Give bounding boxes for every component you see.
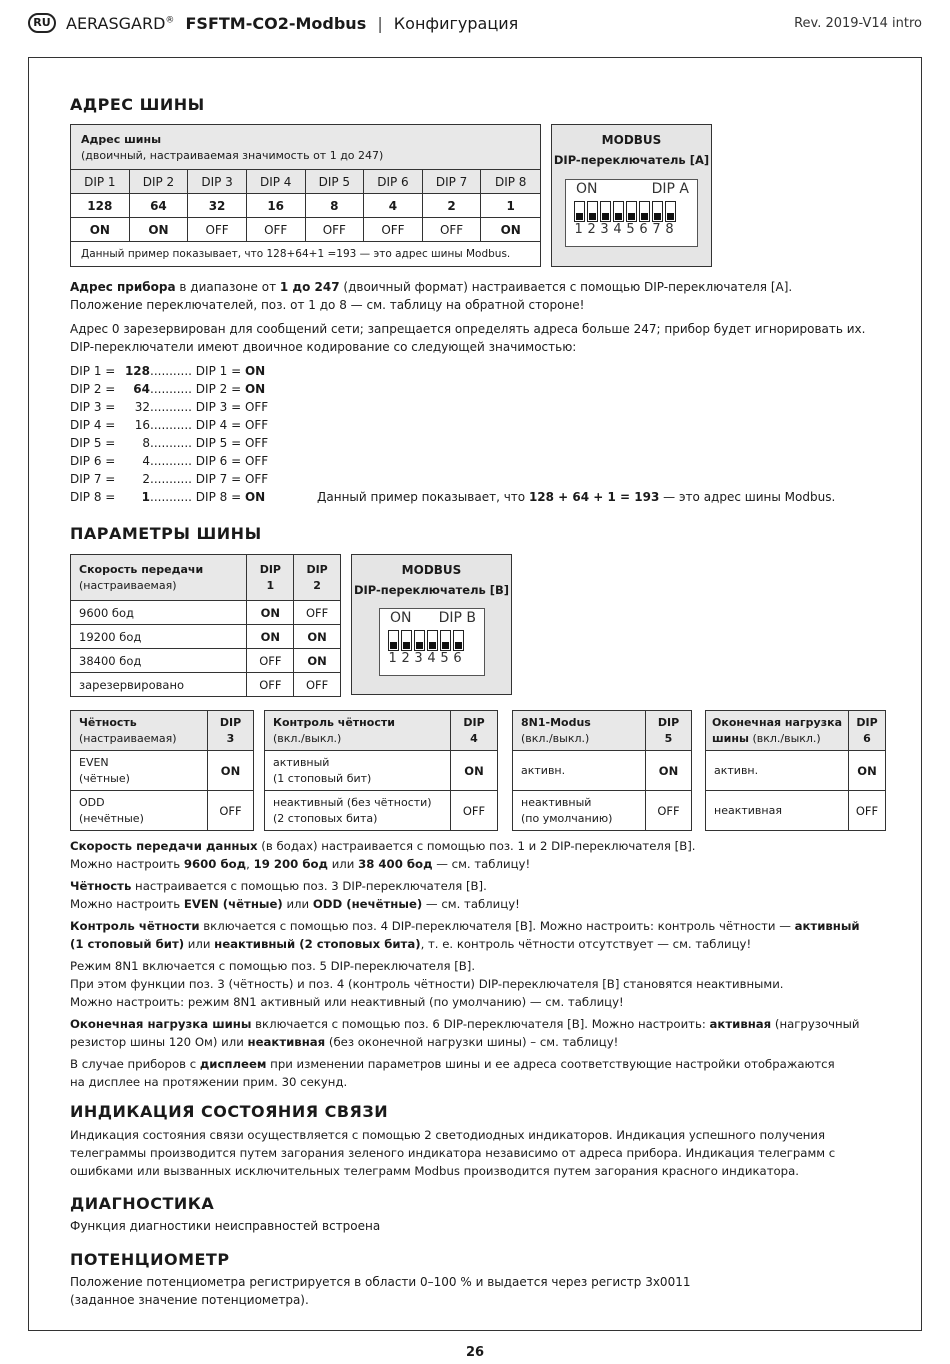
text: Адрес 0 зарезервирован для сообщений сети; запрещается определять адреса больше 247; прибор будет игнорировать их. [70,322,866,336]
parity-even [71,751,208,791]
dip-state: ON [244,364,266,378]
dip-state-cell: ON [294,649,341,673]
address-table-header [71,125,540,170]
text: при изменении параметров шины и ее адреса соответствующие настройки отображаются [266,1057,835,1071]
text: Режим 8N1 включается с помощью поз. 5 DIP-переключателя [B]. [70,959,476,973]
dip-value-cell: 16 [247,194,306,218]
dip-state-cell: OFF [247,649,294,673]
dip-state: OFF [244,400,269,414]
state-cell: OFF [849,791,886,831]
dip2-header [294,555,341,601]
dip-switch-b [379,608,485,676]
parity-odd [71,791,208,831]
switch-number: 8 [665,222,674,237]
state-cell: OFF [208,791,254,831]
switch-lever [414,630,425,651]
dip-state: OFF [244,472,269,486]
dip-state-label: DIP 1 = [191,364,245,378]
text: или [328,857,359,871]
bold-text: 9600 бод [183,857,247,871]
dip-header [208,711,254,751]
switch-lever [453,630,464,651]
parity-table [70,710,254,831]
baud-label: зарезервировано [71,673,247,697]
baud-row [71,625,341,649]
text: Можно настроить [70,897,184,911]
dip-state-cell: ON [247,625,294,649]
dip-header-cell: DIP 3 [188,170,247,194]
bold-text: Скорость передачи данных [70,839,258,853]
text: (без оконечной нагрузки шины) – см. таблицу! [325,1035,619,1049]
bold-text: 1 до 247 [279,280,340,294]
baud-header [71,555,247,601]
section-name: Конфигурация [393,14,519,33]
title: 8N1-Modus [521,715,591,729]
dip-label: DIP [219,715,242,729]
switch-number: 7 [652,222,661,237]
dip-value-cell: 8 [306,194,365,218]
dip-weight: 8 [142,436,150,450]
text: EVEN [79,755,109,769]
text: телеграммы производится путем загорания зеленого индикатора независимо от адреса прибора. Индикация телеграмм с [70,1146,836,1160]
dip-list-row [70,362,268,380]
dip-list-row [70,380,268,398]
bold-text: Оконечная нагрузка шины [70,1017,252,1031]
text: ошибками или вызванных исключительных телеграмм Modbus производится путем загорания красного индикатора. [70,1164,799,1178]
dip-state-cell: ON [71,218,130,242]
dip-weight: 64 [133,382,150,396]
bold-text: EVEN (чётные) [183,897,283,911]
parity-control-table [264,710,498,831]
address-paragraph-2 [70,320,865,356]
text: настраивается с помощью поз. 3 DIP-переключателя [B]. [131,879,487,893]
baud-subtitle: (настраиваемая) [79,578,177,592]
switch-levers [574,201,676,222]
switch-number: 3 [414,651,423,666]
dip-dots: ........... [150,382,192,396]
dip-state-cell: OFF [294,673,341,697]
diagnostics-text: Функция диагностики неисправностей встроена [70,1219,381,1233]
dip-label: DIP [463,715,485,729]
dip-value-cell: 32 [188,194,247,218]
switch-on-label: ON [390,610,412,626]
text: — см. таблицу! [432,857,531,871]
text: включается с помощью поз. 4 DIP-переключателя [B]. Можно настроить: контроль чётности — [199,919,795,933]
switch-lever [600,201,611,222]
dip-header-cell: DIP 5 [306,170,365,194]
dip-state-label: DIP 6 = [191,454,245,468]
text: (2 стоповых бита) [273,811,378,825]
dip-name: DIP 6 = [70,454,116,468]
dip-header [849,711,886,751]
dip-state-label: DIP 3 = [191,400,245,414]
dip-header-cell: DIP 2 [130,170,189,194]
switch-labels [390,610,476,626]
switch-number: 2 [401,651,410,666]
dip-weight: 1 [141,490,150,504]
term-active: активн. [706,751,849,791]
dip-header-cell: DIP 1 [71,170,130,194]
dip-dots: ........... [150,472,192,486]
text: ODD [79,795,105,809]
switch-levers [388,630,464,651]
dip-state-cell: OFF [306,218,365,242]
switch-numbers [573,222,675,237]
heading-bus-address: АДРЕС ШИНЫ [70,95,205,114]
switch-lever [574,201,585,222]
baud-row [71,601,341,625]
dip-state-label: DIP 5 = [191,436,245,450]
dip-name: DIP 3 = [70,400,116,414]
text: Можно настроить [70,857,184,871]
switch-number: 4 [613,222,622,237]
text: (нагрузочный [771,1017,860,1031]
text: — см. таблицу! [422,897,520,911]
subtitle: (вкл./выкл.) [521,731,590,745]
switch-box-subtitle: DIP-переключатель [B] [353,583,510,597]
baud-title: Скорость передачи [79,562,204,576]
switch-box-subtitle: DIP-переключатель [A] [553,153,710,167]
switch-lever [626,201,637,222]
dip-label: DIP [856,715,878,729]
dip-state-cell: ON [294,625,341,649]
dip-list-row [70,470,268,488]
bold-text: Чётность [70,879,132,893]
text: Положение потенциометра регистрируется в области 0–100 % и выдается через регистр 3x0011 [70,1275,691,1289]
dip-dots: ........... [150,436,192,450]
parity-ctrl-active [265,751,451,791]
text: (чётные) [79,771,130,785]
switch-number: 6 [639,222,648,237]
text: (заданное значение потенциометра). [70,1293,309,1307]
switch-lever [587,201,598,222]
text: Индикация состояния связи осуществляется с помощью 2 светодиодных индикаторов. Индикация успешного получения [70,1128,826,1142]
dip-state: OFF [244,436,269,450]
subtitle: (настраиваемая) [79,731,177,745]
dip-name: DIP 8 = [70,490,116,504]
bold-text: активная [709,1017,772,1031]
dip-state-cell: ON [247,601,294,625]
bold-text: Адрес прибора [70,280,176,294]
dip-label: DIP [259,562,281,576]
baud-label: 9600 бод [71,601,247,625]
switch-number: 3 [600,222,609,237]
dip-state-cell: ON [130,218,189,242]
switch-number: 6 [453,651,462,666]
bold-text: 128 + 64 + 1 = 193 [528,490,660,504]
text: Положение переключателей, поз. от 1 до 8 — см. таблицу на обратной стороне! [70,298,585,312]
dip-name: DIP 1 = [70,364,116,378]
text: включается с помощью поз. 6 DIP-переключателя [B]. Можно настроить: [251,1017,710,1031]
brand-name: AERASGARD [66,14,166,33]
dip-state: ON [244,382,266,396]
title: шины [712,731,749,745]
mode-8n1-table [512,710,692,831]
switch-lever [613,201,624,222]
bold-text: (1 стоповый бит) [70,937,185,951]
switch-labels [576,181,689,197]
switch-number: 5 [626,222,635,237]
dip-dots: ........... [150,418,192,432]
text: неактивный (без чётности) [273,795,432,809]
switch-number: 4 [427,651,436,666]
dip-weight: 128 [124,364,150,378]
heading-comm-status: ИНДИКАЦИЯ СОСТОЯНИЯ СВЯЗИ [70,1102,389,1121]
address-table-note: Данный пример показывает, что 128+64+1 =193 — это адрес шины Modbus. [81,248,511,260]
dip-state-label: DIP 7 = [191,472,245,486]
dip-value-cell: 4 [364,194,423,218]
state-cell: ON [849,751,886,791]
modbus-switch-box-a [551,124,712,267]
text: — это адрес шины Modbus. [659,490,836,504]
text: Данный пример показывает, что [317,490,529,504]
dip-label: DIP [306,562,328,576]
page-number: 26 [465,1345,485,1360]
dip-header-cell: DIP 8 [481,170,540,194]
model-name: FSFTM-CO2-Modbus [185,14,367,33]
dip-list-row [70,416,268,434]
switch-number: 1 [388,651,397,666]
potentiometer-text [70,1273,690,1309]
mode-header [513,711,646,751]
bus-params-text [70,837,860,1091]
address-table-title: Адрес шины [81,133,162,146]
parity-ctrl-inactive [265,791,451,831]
bold-text: ODD (нечётные) [312,897,423,911]
switch-number: 2 [587,222,596,237]
baud-label: 38400 бод [71,649,247,673]
text: в диапазоне от [175,280,280,294]
text: (по умолчанию) [521,811,613,825]
switch-lever [665,201,676,222]
dip-state-cell: OFF [188,218,247,242]
address-paragraph-1 [70,278,792,314]
dip-state: OFF [244,454,269,468]
switch-lever [388,630,399,651]
text: , [246,857,254,871]
dip-header [646,711,692,751]
switch-dip-label: DIP B [438,610,476,626]
dip-name: DIP 4 = [70,418,116,432]
switch-lever [440,630,451,651]
text: активный [273,755,330,769]
heading-bus-params: ПАРАМЕТРЫ ШИНЫ [70,524,262,543]
switch-box-title: MODBUS [401,563,462,577]
title: Контроль чётности [273,715,395,729]
state-cell: ON [208,751,254,791]
text: (нечётные) [79,811,144,825]
comm-status-text [70,1126,835,1180]
bold-text: неактивная [247,1035,326,1049]
address-dip-grid [71,170,540,242]
dip-number: 1 [266,578,275,592]
dip-value-cell: 1 [481,194,540,218]
address-example [317,488,835,506]
switch-box-title: MODBUS [601,133,662,147]
dip-header-cell: DIP 7 [423,170,482,194]
dip-name: DIP 7 = [70,472,116,486]
dip-state-cell: OFF [247,218,306,242]
subtitle: (вкл./выкл.) [273,731,342,745]
state-cell: ON [646,751,692,791]
revision-label: Rev. 2019-V14 intro [794,16,922,31]
dip-weight: 32 [134,400,150,414]
text: на дисплее на протяжении прим. 30 секунд. [70,1075,348,1089]
bold-text: активный [794,919,860,933]
termination-table [705,710,886,831]
dip-name: DIP 5 = [70,436,116,450]
dip-list-row [70,398,268,416]
dip-state-label: DIP 4 = [191,418,245,432]
dip-state: ON [244,490,266,504]
subtitle: (вкл./выкл.) [752,731,821,745]
switch-lever [427,630,438,651]
dip-state-cell: ON [481,218,540,242]
header-title [66,14,518,33]
dip-dots: ........... [150,364,192,378]
dip-value-cell: 2 [423,194,482,218]
dip-state-cell: OFF [364,218,423,242]
dip-name: DIP 2 = [70,382,116,396]
bold-text: 19 200 бод [253,857,328,871]
bold-text: дисплеем [199,1057,267,1071]
modbus-switch-box-b [351,554,512,695]
text: или [184,937,215,951]
dip-list-row [70,452,268,470]
bold-text: Контроль чётности [70,919,200,933]
dip-state-cell: OFF [247,673,294,697]
dip-switch-a [565,179,698,247]
text: (1 стоповый бит) [273,771,372,785]
bold-text: неактивный (2 стоповых бита) [214,937,421,951]
brand-reg: ® [165,15,175,26]
dip-header [451,711,498,751]
state-cell: OFF [451,791,498,831]
heading-diagnostics: ДИАГНОСТИКА [70,1194,215,1213]
text: резистор шины 120 Ом) или [70,1035,248,1049]
dip-weight: 2 [142,472,150,486]
parity-ctrl-header [265,711,451,751]
dip-value-list [70,362,268,506]
switch-lever [401,630,412,651]
mode-inactive [513,791,646,831]
title: Оконечная нагрузка [712,715,842,729]
baud-label: 19200 бод [71,625,247,649]
bus-address-table [70,124,541,267]
text: (двоичный формат) настраивается с помощью DIP-переключателя [A]. [339,280,793,294]
dip-value-cell: 64 [130,194,189,218]
dip-state-cell: OFF [294,601,341,625]
address-table-subtitle: (двоичный, настраиваемая значимость от 1 до 247) [81,149,384,162]
switch-lever [639,201,650,222]
state-cell: OFF [646,791,692,831]
dip-dots: ........... [150,454,192,468]
switch-on-label: ON [576,181,598,197]
heading-potentiometer: ПОТЕНЦИОМЕТР [70,1250,230,1269]
text: (в бодах) настраивается с помощью поз. 1 и 2 DIP-переключателя [B]. [257,839,696,853]
bold-text: 38 400 бод [358,857,433,871]
text: неактивный [521,795,592,809]
page-header [28,12,922,36]
dip-number: 4 [470,731,478,745]
switch-numbers [387,651,463,666]
dip-number: 6 [863,731,871,745]
switch-dip-label: DIP A [651,181,689,197]
dip-number: 5 [664,731,673,745]
mode-active: активн. [513,751,646,791]
term-header [706,711,849,751]
text: При этом функции поз. 3 (чётность) и поз. 4 (контроль чётности) DIP-переключателя [B] становятся неактивными. [70,977,784,991]
dip-number: 3 [226,731,235,745]
dip-header-cell: DIP 6 [364,170,423,194]
text: В случае приборов с [70,1057,200,1071]
dip-dots: ........... [150,490,192,504]
dip-list-row [70,434,268,452]
switch-number: 1 [574,222,583,237]
dip-weight: 16 [134,418,150,432]
text: Можно настроить: режим 8N1 активный или неактивный (по умолчанию) — см. таблицу! [70,995,624,1009]
dip-state-label: DIP 8 = [191,490,245,504]
dip-value-cell: 128 [71,194,130,218]
language-badge: RU [28,13,56,33]
dip-weight: 4 [142,454,150,468]
text: или [282,897,313,911]
dip-list-row [70,488,268,506]
switch-lever [652,201,663,222]
title: Чётность [79,715,137,729]
baud-rate-table [70,554,341,697]
dip-state-label: DIP 2 = [191,382,245,396]
dip-state-cell: OFF [423,218,482,242]
dip-dots: ........... [150,400,192,414]
state-cell: ON [451,751,498,791]
dip-state: OFF [244,418,269,432]
switch-number: 5 [440,651,449,666]
header-separator: | [377,14,383,33]
dip-header-cell: DIP 4 [247,170,306,194]
dip-label: DIP [657,715,680,729]
parity-header [71,711,208,751]
text: , т. е. контроль чётности отсутствует — см. таблицу! [420,937,752,951]
term-inactive: неактивная [706,791,849,831]
dip1-header [247,555,294,601]
baud-row [71,673,341,697]
text: DIP-переключатели имеют двоичное кодирование со следующей значимостью: [70,340,577,354]
dip-number: 2 [313,578,321,592]
baud-row [71,649,341,673]
